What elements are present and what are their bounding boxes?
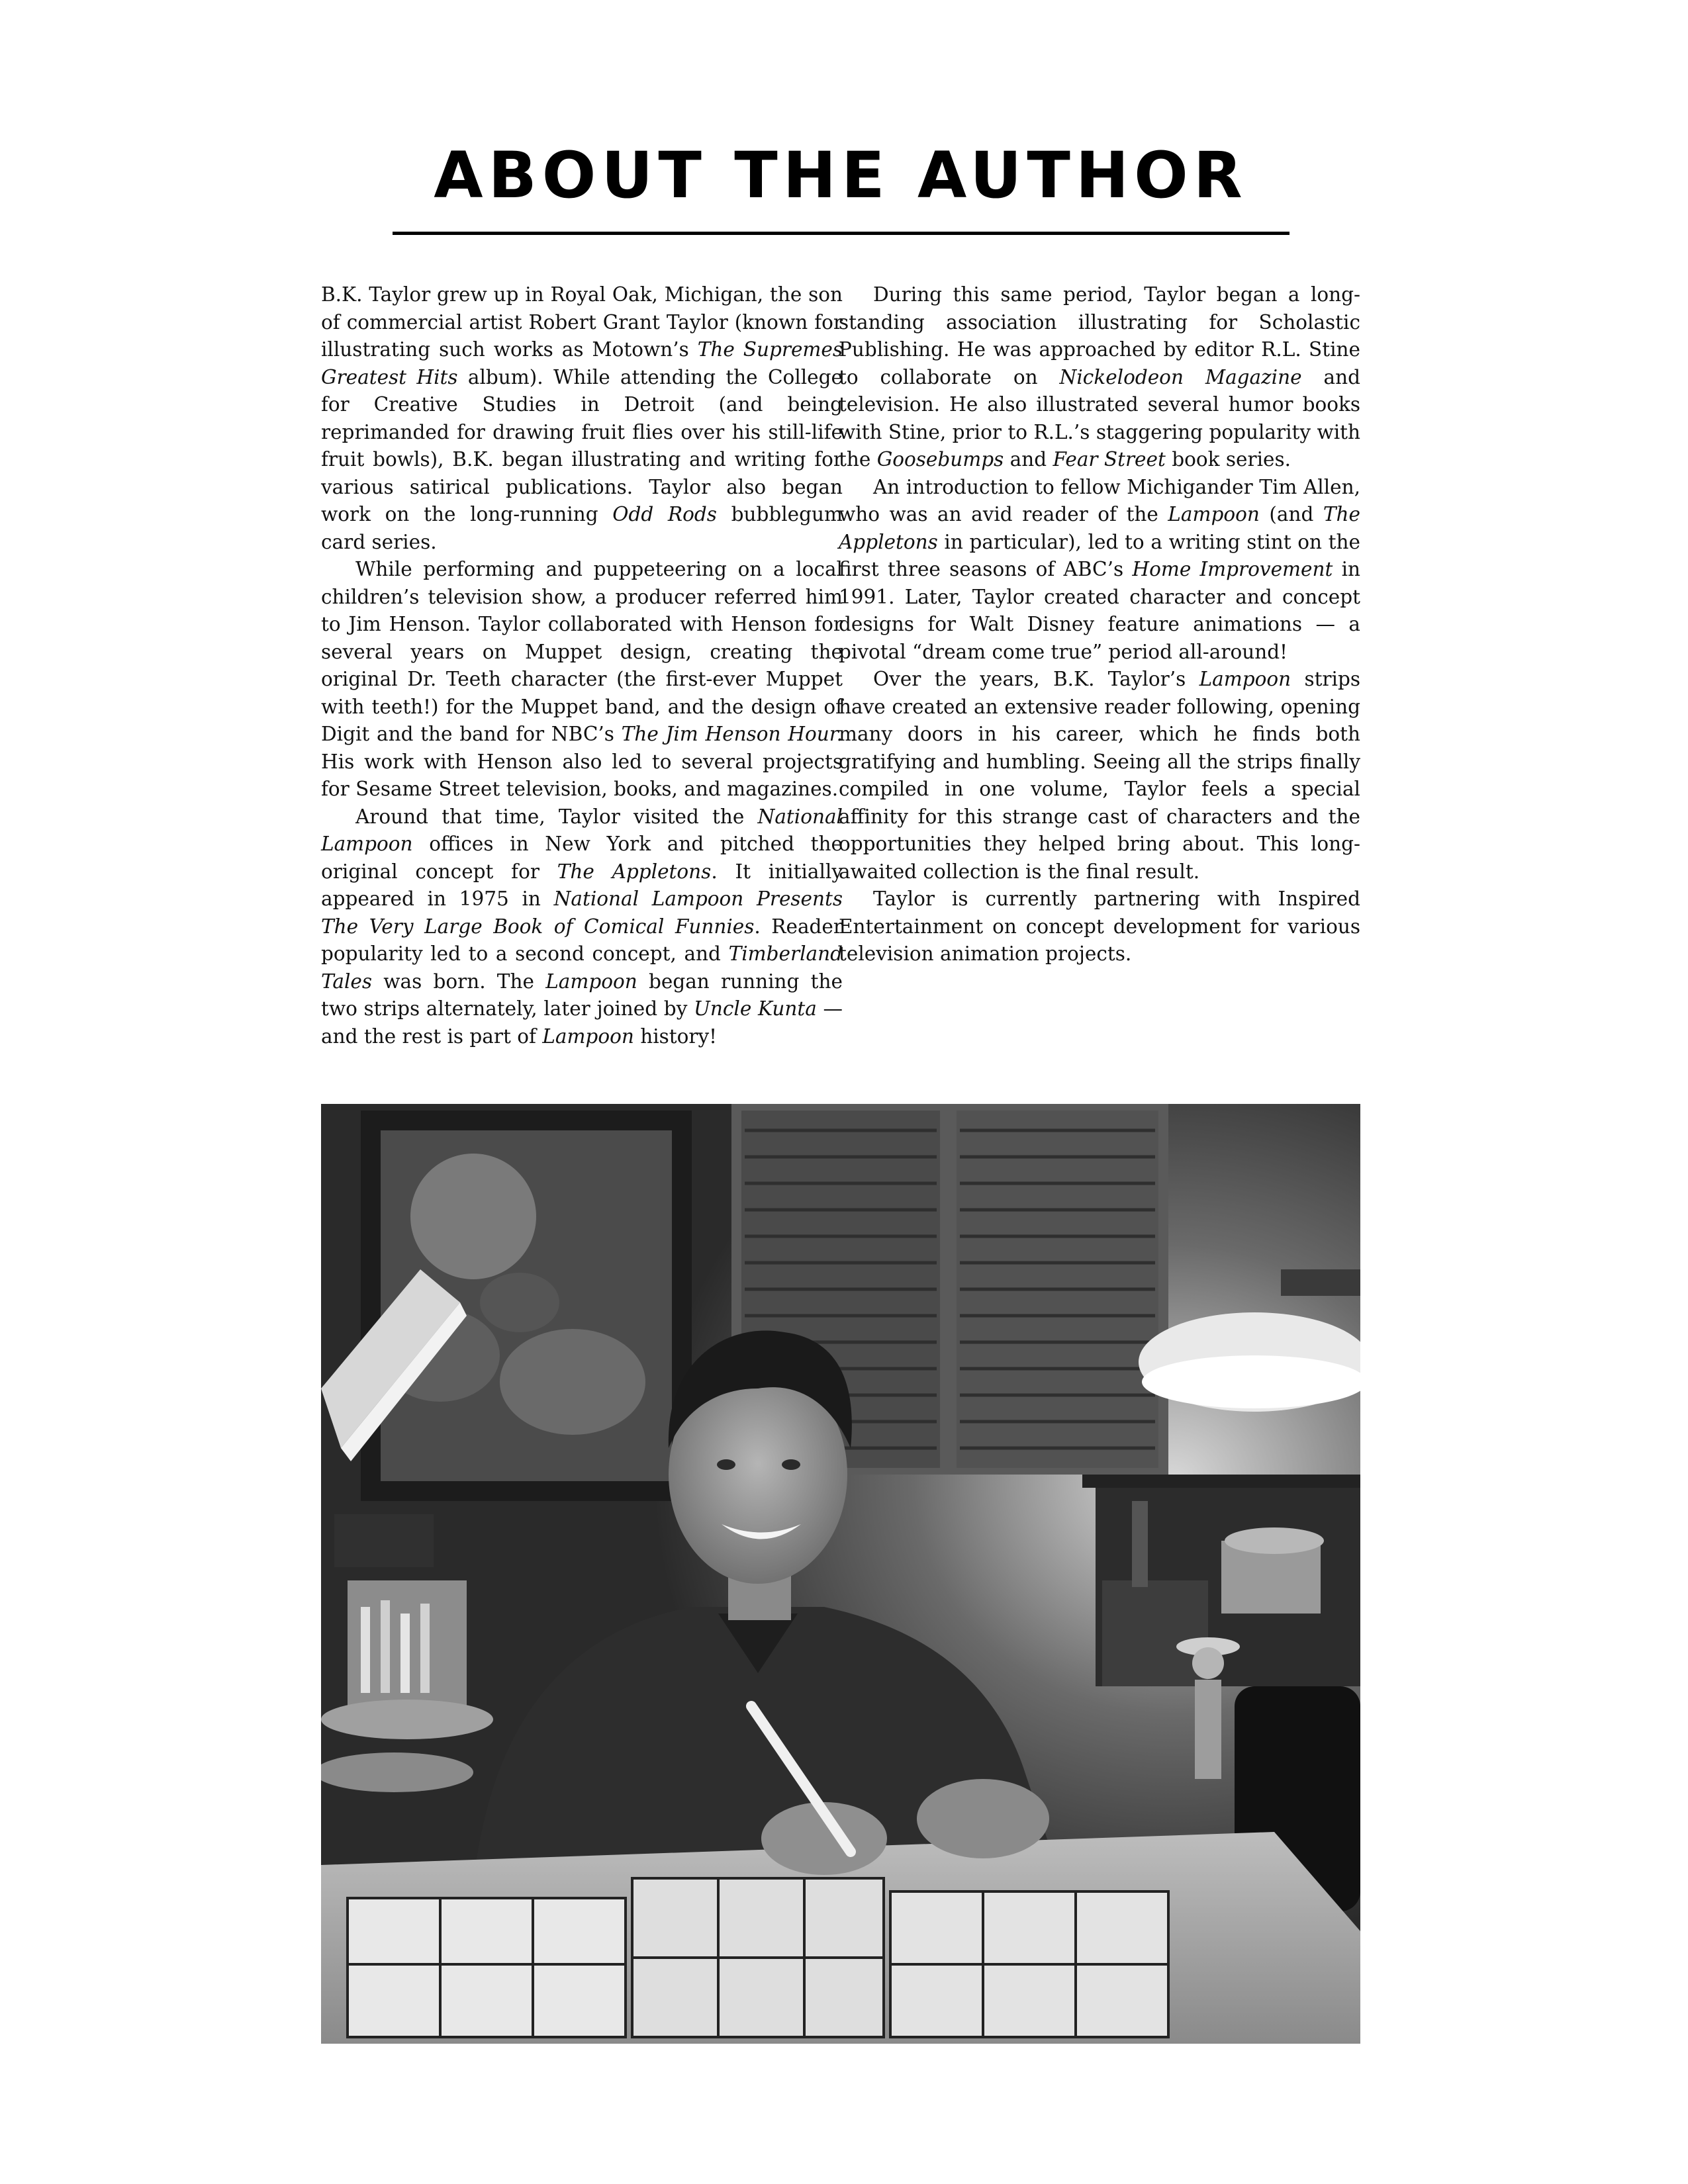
- text-run: During this same period, Taylor began a long-standing association illustrating for Scholastic Publishing. He was approached by editor R.L. Stine to collaborate on: [839, 283, 1360, 388]
- paragraph: [839, 666, 1360, 886]
- paragraph: [839, 281, 1360, 474]
- paragraph: [321, 556, 843, 803]
- text-run: was born. The: [372, 970, 546, 993]
- resting-hand: [917, 1779, 1049, 1858]
- right-eye: [782, 1459, 800, 1470]
- text-run: in 1991. Later, Taylor created character and concept designs for Walt Disney feature animations — a pivotal “dream come true” period all-around!: [839, 558, 1361, 663]
- text-run: (and: [1259, 503, 1323, 525]
- text-run: Taylor is currently partnering with Inspired Entertainment on concept development for various television animation projects.: [839, 887, 1360, 965]
- italic-title: The Appletons: [557, 860, 712, 883]
- italic-title: Lampoon: [1199, 668, 1291, 690]
- text-run: and television. He also illustrated several humor books with Stine, prior to R.L.’s staggering popularity with the: [839, 365, 1360, 471]
- italic-title: The Appletons: [839, 503, 1360, 553]
- italic-title: Lampoon: [1168, 503, 1260, 525]
- title-divider: [393, 232, 1289, 235]
- text-run: offices in New York and pitched the original concept for: [321, 833, 843, 883]
- text-run: in particular), led to a writing stint on the first three seasons of ABC’s: [839, 530, 1360, 580]
- italic-title: Uncle Kunta: [694, 997, 817, 1020]
- italic-title: Lampoon: [545, 970, 637, 993]
- paragraph: [839, 474, 1360, 666]
- italic-title: Lampoon: [542, 1024, 634, 1048]
- comic-pages: [348, 1878, 1168, 2037]
- right-column: [839, 281, 1360, 968]
- italic-title: Nickelodeon Magazine: [1059, 365, 1302, 388]
- italic-title: National Lampoon: [321, 805, 843, 855]
- text-run: began running the two strips alternately, later joined by: [321, 970, 843, 1020]
- italic-title: Odd Rods: [612, 503, 717, 525]
- text-run: . Reader popularity led to a second concept, and: [321, 915, 843, 965]
- italic-title: The Supremes Greatest Hits: [321, 338, 843, 388]
- text-run: Around that time, Taylor visited the: [355, 805, 758, 828]
- text-run: His work with Henson also led to several projects for Sesame Street television, books, and magazines.: [321, 750, 843, 800]
- author-photo: [321, 1104, 1360, 2044]
- italic-title: Fear Street: [1053, 448, 1166, 471]
- italic-title: National Lampoon Presents The Very Large Book of Comical Funnies: [321, 887, 843, 938]
- paragraph: [321, 803, 843, 1051]
- italic-title: Timberland Tales: [321, 942, 843, 993]
- text-run: — and the rest is part of: [321, 997, 843, 1048]
- left-column: [321, 281, 843, 1050]
- text-run: While performing and puppeteering on a local children’s television show, a producer referred him to Jim Henson. Taylor collaborated with Henson for several years on Muppet design, creating the original Dr. Teeth character (the first-ever Muppet with teeth!) for the Muppet band, and the design of Digit and the band for NBC’s: [321, 558, 843, 745]
- text-run: B.K. Taylor grew up in Royal Oak, Michigan, the son of commercial artist Robert Grant Taylor (known for illustrating such works as Motown’s: [321, 283, 843, 361]
- text-run: bubblegum card series.: [321, 503, 843, 553]
- paragraph: [321, 281, 843, 556]
- italic-title: The Jim Henson Hour.: [621, 723, 843, 745]
- text-run: strips have created an extensive reader following, opening many doors in his career, which he finds both gratifying and humbling. Seeing all the strips finally compiled in one volume, Taylor feels a special affinity for this strange cast of characters and the opportunities they helped bring about. This long-awaited collection is the final result.: [839, 668, 1360, 883]
- italic-title: Goosebumps: [876, 448, 1004, 471]
- page-title: ABOUT THE AUTHOR: [434, 138, 1248, 212]
- text-run: book series.: [1165, 448, 1291, 471]
- left-eye: [717, 1459, 735, 1470]
- text-run: album). While attending the College for Creative Studies in Detroit (and being reprimanded for drawing fruit flies over his still-life fruit bowls), B.K. began illustrating and writing for various satirical publications. Taylor also began work on the long-running: [321, 365, 843, 525]
- paragraph: [839, 886, 1360, 968]
- text-run: and: [1004, 448, 1053, 471]
- text-run: . It initially appeared in 1975 in: [321, 860, 843, 910]
- italic-title: Home Improvement: [1132, 558, 1333, 580]
- text-run: history!: [633, 1024, 718, 1048]
- text-run: Over the years, B.K. Taylor’s: [873, 668, 1199, 690]
- text-run: An introduction to fellow Michigander Tim Allen, who was an avid reader of the: [839, 475, 1360, 525]
